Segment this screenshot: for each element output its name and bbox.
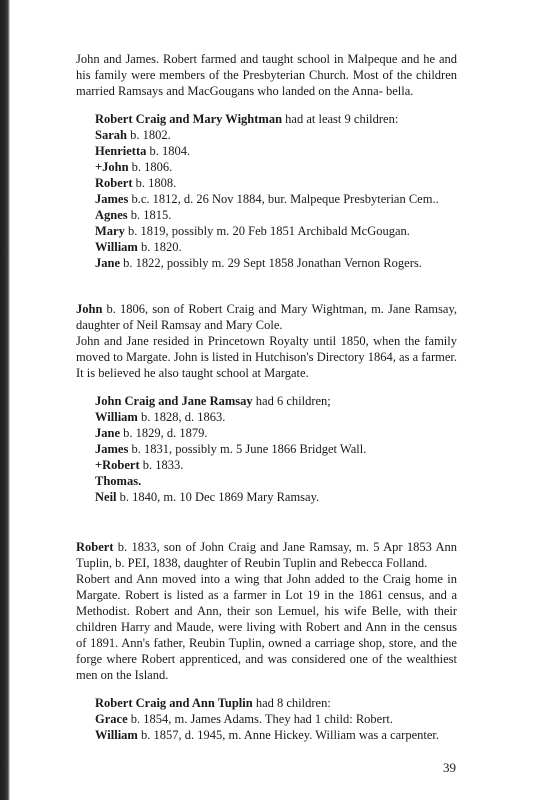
child-detail: b. 1829, d. 1879. bbox=[120, 426, 208, 440]
john-bio-body bbox=[76, 333, 457, 381]
child-entry bbox=[95, 223, 457, 239]
child-entry bbox=[95, 441, 457, 457]
child-name: Robert bbox=[95, 176, 133, 190]
family-robert-mary bbox=[95, 111, 457, 271]
child-name: Henrietta bbox=[95, 144, 147, 158]
text-line: considered one of the wealthiest men on the Island. bbox=[76, 652, 457, 682]
child-entry bbox=[95, 191, 457, 207]
child-entry bbox=[95, 473, 457, 489]
intro-paragraph bbox=[76, 51, 457, 99]
text-line: and Ann in the census of 1891. Ann's father, Reubin Tuplin, owned a bbox=[76, 620, 458, 650]
child-detail: b. 1822, possibly m. 29 Sept 1858 Jonathan Vernon Rogers. bbox=[120, 256, 422, 270]
child-detail: b. 1857, d. 1945, m. Anne Hickey. William was a carpenter. bbox=[137, 728, 440, 742]
parents-names: Robert Craig and Ann Tuplin bbox=[95, 696, 253, 710]
child-detail: b. 1804. bbox=[146, 144, 191, 158]
child-entry bbox=[95, 727, 457, 743]
child-entry bbox=[95, 159, 457, 175]
child-name: Jane bbox=[95, 426, 120, 440]
family-heading bbox=[95, 393, 457, 409]
child-entry bbox=[95, 239, 457, 255]
children-count: had 6 children; bbox=[252, 394, 331, 408]
text-line: Belle, with their children Harry and Maude, were living with Robert bbox=[76, 604, 457, 634]
john-bio-intro bbox=[76, 301, 457, 333]
text-line: Ann Tuplin, b. PEI, 1838, daughter of Reubin Tuplin and Rebecca bbox=[76, 540, 457, 570]
text-line: b. 1806, son of Robert Craig and Mary Wightman, m. Jane bbox=[102, 302, 411, 316]
text-line: Robert and Ann moved into a wing that John added to the Craig bbox=[76, 572, 411, 586]
bio-name: John bbox=[76, 302, 103, 316]
child-name: Neil bbox=[95, 490, 117, 504]
child-name: Sarah bbox=[95, 128, 127, 142]
family-heading bbox=[95, 695, 457, 711]
family-heading bbox=[95, 111, 457, 127]
parents-names: Robert Craig and Mary Wightman bbox=[95, 112, 283, 126]
child-name: William bbox=[95, 410, 138, 424]
child-detail: b. 1828, d. 1863. bbox=[137, 410, 226, 424]
child-entry bbox=[95, 127, 457, 143]
child-detail: b. 1833. bbox=[139, 458, 184, 472]
child-name: James bbox=[95, 442, 129, 456]
child-name: +Robert bbox=[95, 458, 140, 472]
child-name: James bbox=[95, 192, 129, 206]
child-entry bbox=[95, 207, 457, 223]
page-body bbox=[76, 51, 457, 743]
child-entry bbox=[95, 425, 457, 441]
text-line: bella. bbox=[386, 84, 414, 98]
text-line: carriage shop, store, and the forge where Robert apprenticed, and was bbox=[76, 636, 457, 666]
child-entry bbox=[95, 143, 457, 159]
child-name: William bbox=[95, 728, 138, 742]
child-detail: b. 1802. bbox=[126, 128, 171, 142]
text-line: children married Ramsays and MacGougans who landed on the Anna- bbox=[76, 68, 458, 98]
text-line: Folland. bbox=[385, 556, 428, 570]
child-entry bbox=[95, 409, 457, 425]
text-line: John and James. Robert farmed and taught school in Malpeque and he bbox=[76, 52, 436, 66]
robert-bio-body bbox=[76, 571, 457, 683]
children-count: had at least 9 children: bbox=[282, 112, 399, 126]
children-count: had 8 children: bbox=[252, 696, 331, 710]
child-detail: b. 1820. bbox=[137, 240, 182, 254]
child-name: William bbox=[95, 240, 138, 254]
text-line: census, and a Methodist. Robert and Ann, their son Lemuel, his wife bbox=[76, 588, 458, 618]
text-line: John and Jane resided in Princetown Royalty until 1850, when the bbox=[76, 334, 420, 348]
child-detail: b. 1819, possibly m. 20 Feb 1851 Archibald McGougan. bbox=[124, 224, 410, 238]
text-line: family moved to Margate. John is listed in Hutchison's Directory 1864, bbox=[76, 334, 457, 364]
page-number: 39 bbox=[443, 760, 456, 775]
family-robert-ann bbox=[95, 695, 457, 743]
bio-name: Robert bbox=[76, 540, 114, 554]
parents-names: John Craig and Jane Ramsay bbox=[95, 394, 253, 408]
child-detail: b. 1831, possibly m. 5 June 1866 Bridget Wall. bbox=[128, 442, 367, 456]
child-name: Mary bbox=[95, 224, 125, 238]
child-name: Jane bbox=[95, 256, 120, 270]
child-detail: b. 1840, m. 10 Dec 1869 Mary Ramsay. bbox=[116, 490, 320, 504]
child-entry bbox=[95, 175, 457, 191]
text-line: Ramsay, daughter of Neil Ramsay and Mary Cole. bbox=[76, 302, 458, 332]
text-line: as a farmer. It is believed he also taught school at Margate. bbox=[76, 350, 458, 380]
child-name: Thomas. bbox=[95, 474, 142, 488]
text-line: and his family were members of the Presbyterian Church. Most of the bbox=[76, 52, 458, 82]
child-detail: b. 1854, m. James Adams. They had 1 child: Robert. bbox=[127, 712, 393, 726]
text-line: b. 1833, son of John Craig and Jane Ramsay, m. 5 Apr 1853 bbox=[113, 540, 432, 554]
child-name: +John bbox=[95, 160, 129, 174]
family-john-jane bbox=[95, 393, 457, 505]
child-name: Grace bbox=[95, 712, 128, 726]
text-line: home in Margate. Robert is listed as a farmer in Lot 19 in the 1861 bbox=[76, 572, 457, 602]
child-entry bbox=[95, 255, 457, 271]
robert-bio-intro bbox=[76, 539, 457, 571]
child-entry bbox=[95, 489, 457, 505]
child-detail: b. 1806. bbox=[128, 160, 173, 174]
child-entry bbox=[95, 711, 457, 727]
child-entry bbox=[95, 457, 457, 473]
child-detail: b. 1808. bbox=[132, 176, 177, 190]
book-gutter-shadow bbox=[0, 0, 10, 800]
child-name: Agnes bbox=[95, 208, 128, 222]
child-detail: b.c. 1812, d. 26 Nov 1884, bur. Malpeque Presbyterian Cem.. bbox=[128, 192, 439, 206]
child-detail: b. 1815. bbox=[127, 208, 172, 222]
